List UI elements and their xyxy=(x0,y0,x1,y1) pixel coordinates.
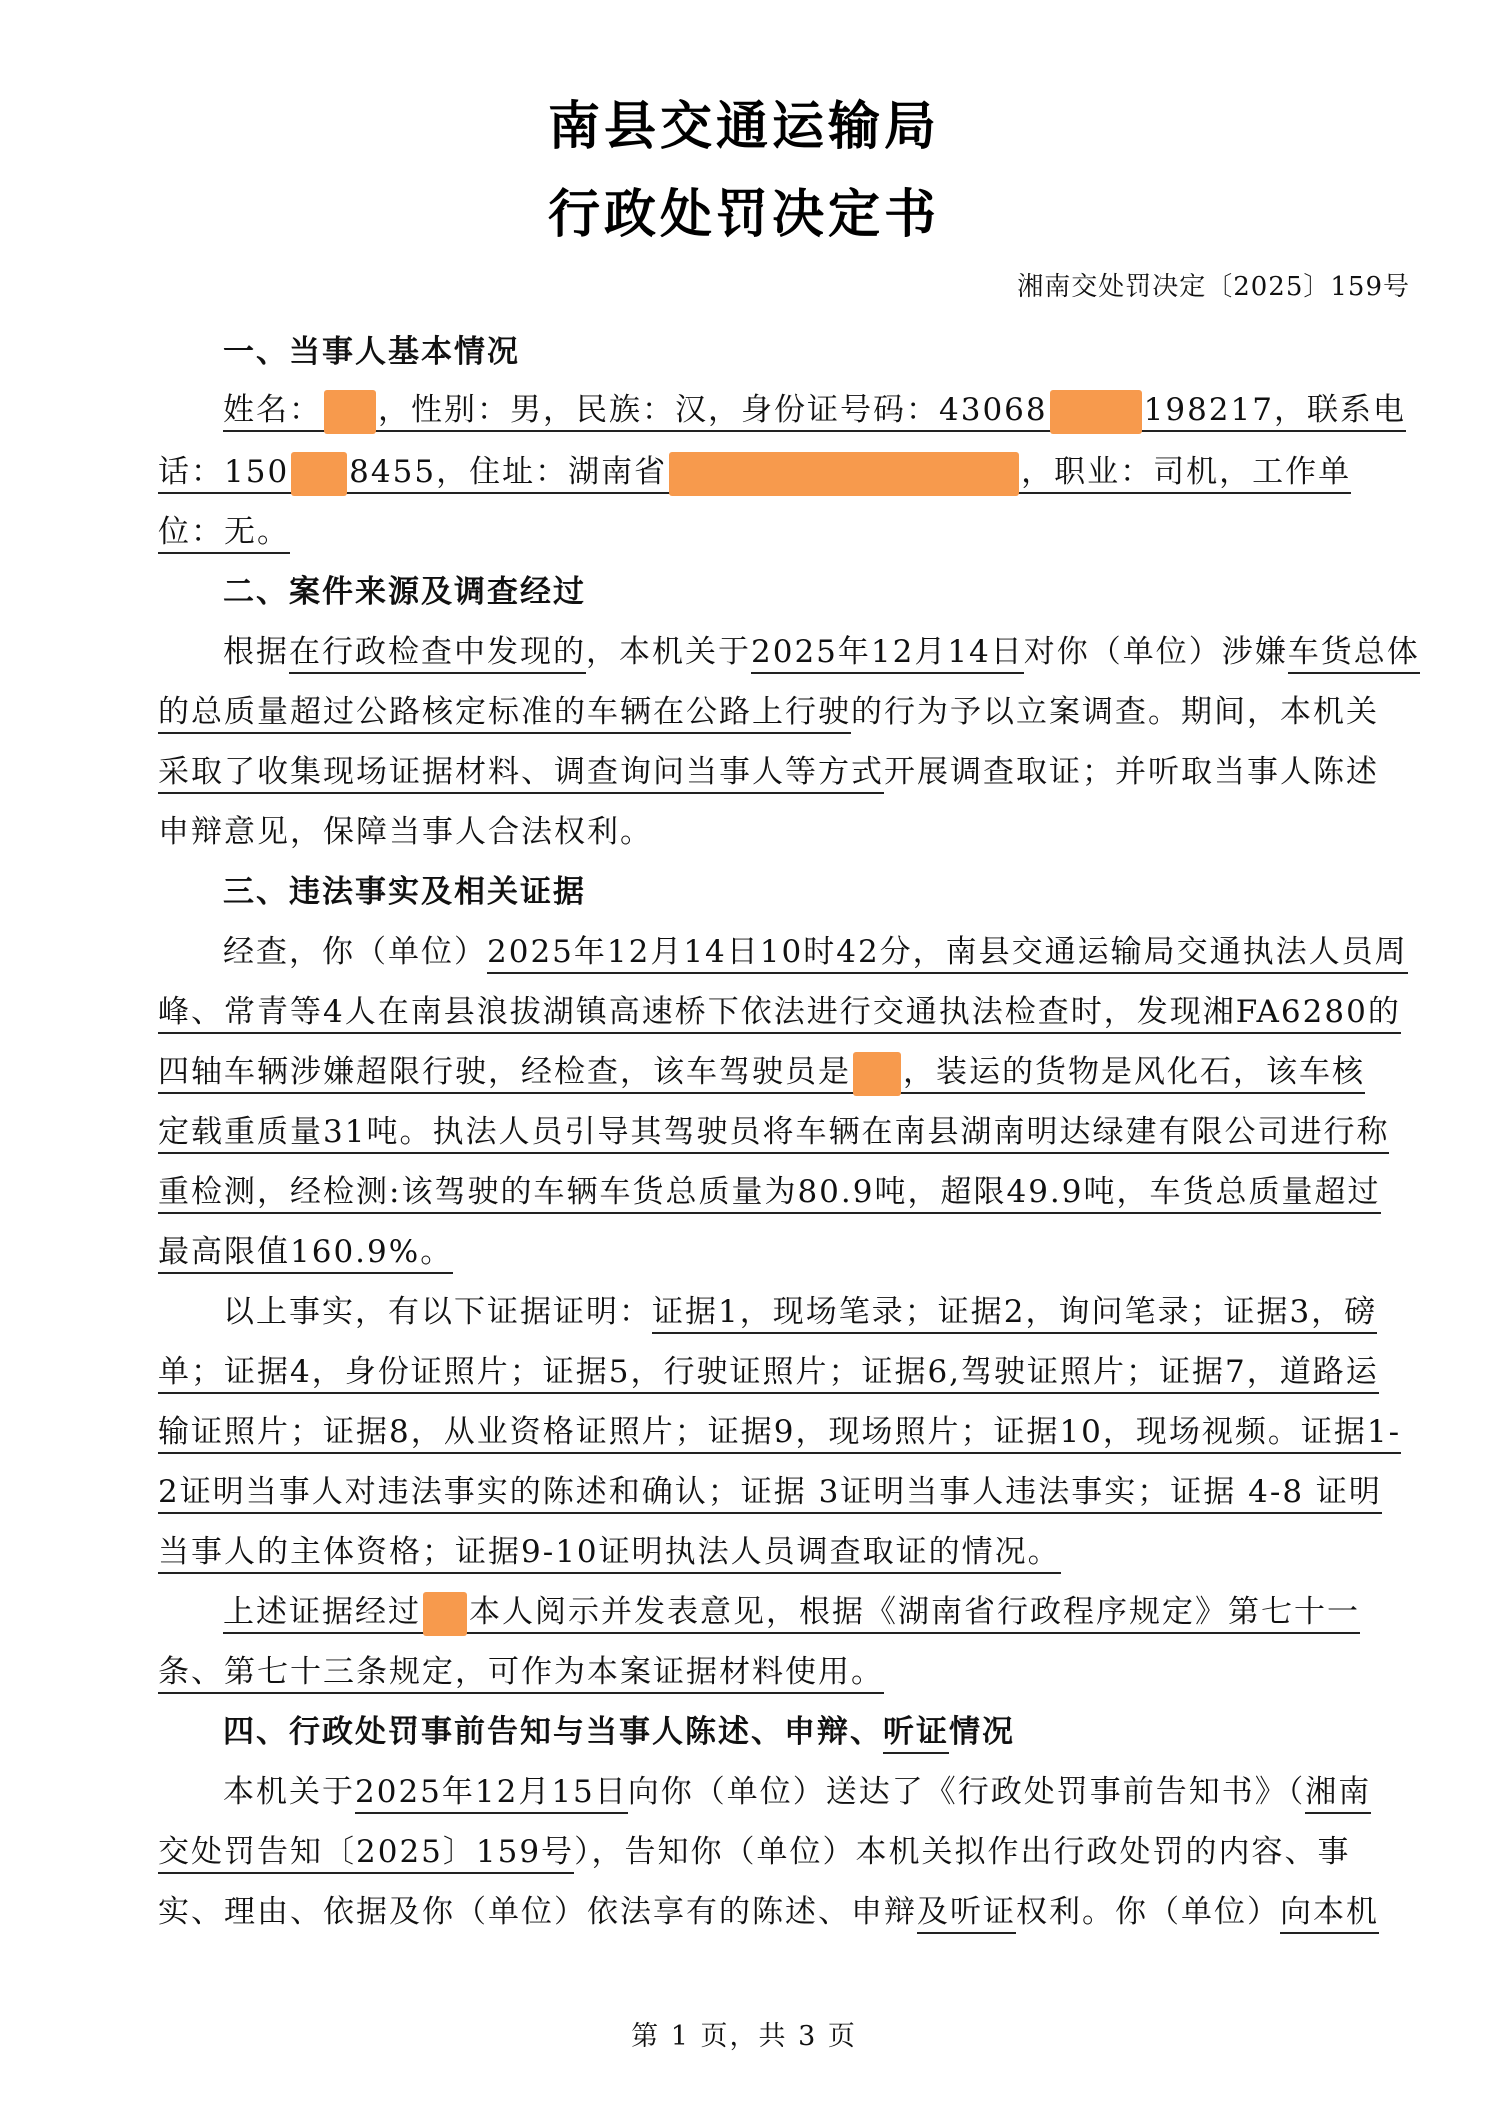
evidence-line-1: 以上事实，有以下证据证明：证据1，现场笔录；证据2，询问笔录；证据3，磅 xyxy=(223,1290,1377,1334)
evidence-review-line-1: 上述证据经过 本人阅示并发表意见，根据《湖南省行政程序规定》第七十一 xyxy=(223,1590,1360,1636)
case-source-line-4: 申辩意见，保障当事人合法权利。 xyxy=(158,814,653,850)
facts-line-5: 重检测，经检测:该驾驶的车辆车货总质量为80.9吨，超限49.9吨，车货总质量超过 xyxy=(158,1170,1381,1214)
notice-line-3: 实、理由、依据及你（单位）依法享有的陈述、申辩及听证权利。你（单位）向本机 xyxy=(158,1890,1379,1934)
section-heading-facts-evidence: 三、违法事实及相关证据 xyxy=(223,874,586,910)
redaction-block-reviewer xyxy=(423,1592,467,1636)
case-source-line-2: 的总质量超过公路核定标准的车辆在公路上行驶的行为予以立案调查。期间，本机关 xyxy=(158,690,1379,734)
underlined-text: 姓名： ，性别：男，民族：汉，身份证号码：43068 198217，联系电 xyxy=(223,392,1406,432)
party-info-line-3 xyxy=(158,510,290,554)
underlined-text: 话：150 8455，住址：湖南省 ，职业：司机，工作单 xyxy=(158,454,1351,494)
case-source-line-3: 采取了收集现场证据材料、调查询问当事人等方式开展调查取证；并听取当事人陈述 xyxy=(158,750,1379,794)
case-source-line-1: 根据在行政检查中发现的，本机关于2025年12月14日对你（单位）涉嫌车货总体 xyxy=(223,630,1420,674)
notice-line-2: 交处罚告知〔2025〕159号），告知你（单位）本机关拟作出行政处罚的内容、事 xyxy=(158,1830,1351,1874)
facts-line-4: 定载重质量31吨。执法人员引导其驾驶员将车辆在南县湖南明达绿建有限公司进行称 xyxy=(158,1110,1389,1154)
evidence-review-line-2: 条、第七十三条规定，可作为本案证据材料使用。 xyxy=(158,1650,884,1694)
section-heading-case-source: 二、案件来源及调查经过 xyxy=(223,574,586,610)
document-title-type: 行政处罚决定书 xyxy=(547,185,940,245)
party-info-line-2 xyxy=(158,450,1351,496)
evidence-line-2: 单；证据4，身份证照片；证据5，行驶证照片；证据6,驾驶证照片；证据7，道路运 xyxy=(158,1350,1379,1394)
redaction-block-name xyxy=(324,390,376,434)
evidence-line-5: 当事人的主体资格；证据9-10证明执法人员调查取证的情况。 xyxy=(158,1530,1061,1574)
document-title-authority: 南县交通运输局 xyxy=(547,97,940,157)
evidence-line-3: 输证照片；证据8，从业资格证照片；证据9，现场照片；证据10，现场视频。证据1- xyxy=(158,1410,1401,1454)
document-number: 湘南交处罚决定〔2025〕159号 xyxy=(1017,272,1410,302)
evidence-line-4: 2证明当事人对违法事实的陈述和确认；证据 3证明当事人违法事实；证据 4-8 证明 xyxy=(158,1470,1382,1514)
facts-line-1: 经查，你（单位）2025年12月14日10时42分，南县交通运输局交通执法人员周 xyxy=(223,930,1408,974)
section-heading-party-info: 一、当事人基本情况 xyxy=(223,334,520,370)
redaction-block-phone xyxy=(291,452,347,496)
notice-line-1: 本机关于2025年12月15日向你（单位）送达了《行政处罚事前告知书》（湘南 xyxy=(223,1770,1371,1814)
page-footer: 第 1 页，共 3 页 xyxy=(631,2021,857,2052)
section-heading-prior-notice: 四、行政处罚事前告知与当事人陈述、申辩、听证情况 xyxy=(223,1710,1015,1754)
underlined-text: 位：无。 xyxy=(158,514,290,554)
redaction-block-address xyxy=(669,452,1019,496)
facts-line-3: 四轴车辆涉嫌超限行驶，经检查，该车驾驶员是 ，装运的货物是风化石，该车核 xyxy=(158,1050,1365,1096)
redaction-block-id xyxy=(1050,390,1142,434)
redaction-block-driver xyxy=(853,1052,901,1096)
party-info-line-1 xyxy=(223,388,1406,434)
facts-line-6: 最高限值160.9%。 xyxy=(158,1230,453,1274)
facts-line-2: 峰、常青等4人在南县浪拔湖镇高速桥下依法进行交通执法检查时，发现湘FA6280的 xyxy=(158,990,1401,1034)
